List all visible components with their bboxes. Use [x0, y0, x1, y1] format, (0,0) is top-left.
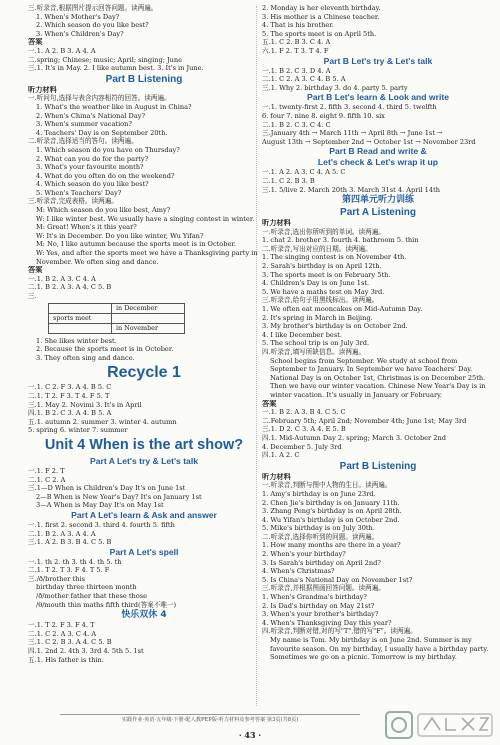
text-line: 二.spring; Chinese; music; April; singing; June [28, 55, 183, 64]
text-line: 二.听录音,选择你听到的问题。读两遍。 [262, 532, 379, 541]
text-line: 4. What do you often do on the weekend? [36, 171, 175, 180]
text-line: 6. four 7. nine 8. eight 9. fifth 10. six [262, 111, 385, 120]
text-line: 3. My brother's birthday is on October 2nd. [262, 322, 408, 331]
text-line: 四.1. A 2. C [262, 451, 300, 460]
text-line: 一.听录音,选出你所听到的单词。读两遍。 [262, 227, 385, 236]
table-cell [49, 303, 112, 313]
text-line: Part A Let's try & Let's talk [89, 455, 199, 466]
text-line: 二.听录音,写出对应的日期。读两遍。 [262, 244, 372, 253]
text-line: 3. When's your brother's birthday? [262, 610, 379, 619]
text-line: 2. It's spring in March in Beijing. [262, 313, 373, 322]
text-line: 5. spring 6. winter 7. summer [28, 426, 128, 435]
text-line: Part B Let's learn & Look and write [307, 92, 449, 103]
text-line: 一.1. A 2. A 3. C 4. A 5. C [262, 168, 346, 177]
text-line: 5. Mike's birthday is on July 30th. [262, 524, 375, 533]
text-line: 六.1. F 2. T 3. T 4. F [262, 46, 329, 55]
text-line: 快乐双休 4 [121, 610, 167, 621]
left-block-2 [28, 337, 260, 363]
text-line: 四.1. Mid-Autumn Day 2. spring; March 3. October 2nd [262, 433, 446, 442]
text-line: School begins from September. We study at school from September to January. In September we have Teachers' Day. National Day is on October 1st, Christmas is on December 25th. Then we have our winter vacation. Chinese New Year's Day is in winter vacation. It's usually in January or February. [270, 356, 486, 399]
text-line: 5. The school trip is on July 3rd. [262, 339, 370, 348]
text-line: Part B Listening [105, 73, 183, 85]
text-line: 一.1. B 2. A 3. C 4. A [28, 274, 96, 283]
text-line: 答案 [28, 266, 43, 275]
text-line: 1. Which season do you have on Thursday? [36, 145, 180, 154]
table-cell [49, 323, 112, 333]
text-line: 二.1. B 2. A 3. A 4. A [28, 529, 96, 538]
text-line: /ð/mother father that these those [36, 592, 148, 601]
text-line: 一.1. th 2. th 3. th 4. th 5. th [28, 557, 122, 566]
text-line: 三.1. It's in May. 2. I like autumn best. 3. It's in June. [28, 64, 204, 73]
text-line: 四.听录音,填写所缺信息。读两遍。 [262, 348, 366, 356]
text-line: /θ/mouth thin maths fifth third(答案不唯一) [36, 600, 177, 609]
text-line: 二.1. C 2. A 3. C 4. A [28, 629, 97, 638]
answer-table [48, 303, 185, 334]
left-column [28, 4, 260, 664]
text-line: Part A Let's spell [109, 546, 179, 557]
text-line: 答案 [262, 399, 277, 408]
text-line: 四.听录音,判断对错,对的写"T",错的写"F"。读两遍。 [262, 627, 417, 636]
text-line: 三./ð/brother this [28, 574, 85, 583]
text-line: 2. Chen Jie's birthday is on January 11th. [262, 498, 400, 507]
text-line: M: No, I like autumn because the sports meet is in October. [36, 240, 236, 249]
text-line: 4. That is his brother. [262, 21, 334, 30]
text-line: 二.February 5th; April 2nd; November 4th; June 1st; May 3rd [262, 416, 467, 425]
table-row [49, 313, 185, 323]
text-line: 2. Which season do you like best? [36, 21, 149, 30]
text-line: 二.1. T 2. T 3. F 4. T 5. F [28, 566, 110, 575]
table-cell: in November [112, 323, 185, 333]
text-line: 五.1. C 2. B 3. C 4. A [262, 38, 331, 47]
text-line: 答案 [28, 38, 43, 47]
text-line: W: I like winter best. We usually have a singing contest in winter. [36, 214, 255, 223]
text-line: M: Which season do you like best, Amy? [36, 206, 171, 215]
unit-title: Unit 4 When is the art show? [44, 436, 244, 453]
left-block-3 [28, 383, 260, 435]
text-line: 4. December 5. July 3rd [262, 442, 342, 451]
text-line: 一.1. T 2. F 3. F 4. T [28, 621, 95, 630]
right-block [262, 4, 494, 662]
text-line: 一.1. C 2. F 3. A 4. B 5. C [28, 383, 112, 392]
text-line: 三.听录音,并根据图画回答问题。读两遍。 [262, 584, 385, 593]
text-line: 三.January 4th → March 11th → April 8th → June 1st → [262, 129, 443, 138]
text-line: 三.听录音,完成表格。读两遍。 [28, 197, 118, 206]
text-line: 2. When's your birthday? [262, 550, 346, 559]
text-line: 四.1. 2nd 2. 4th 3. 3rd 4. 5th 5. 1st [28, 647, 144, 656]
text-line: 三. [28, 292, 37, 300]
text-line: My name is Tom. My birthday is on June 2nd. Summer is my favourite season. On my birthday, I usually have a birthday party. Sometimes we go on a picnic. Tomorrow is my birthday. [270, 636, 489, 662]
text-line: 2. Sarah's birthday is on April 12th. [262, 262, 382, 271]
text-line: 二.1. C 2. A [28, 475, 66, 484]
text-line: 一.1. F 2. T [28, 466, 65, 475]
text-line: 4. When's Christmas? [262, 567, 335, 576]
text-line: 4. Which season do you like best? [36, 180, 149, 189]
text-line: 1. The singing contest is on November 4th. [262, 253, 407, 262]
text-line: Part B Read and write & [329, 146, 427, 157]
text-line: 三.1. D 2. C 3. A 4. E 5. B [262, 425, 346, 434]
text-line: 2. Because the sports meet is in October. [36, 345, 174, 354]
text-line: 5. Is China's National Day on November 1st? [262, 575, 413, 584]
text-line: M: Great! When's it this year? [36, 223, 137, 232]
text-line: 3. The sports meet is on February 5th. [262, 270, 391, 279]
text-line: 三.1—D When is Children's Day It's on June 1st [28, 484, 186, 493]
text-line: 二.1. B 2. C 3. C 4. C [262, 120, 331, 129]
text-line: Let's check & Let's wrap it up [317, 157, 439, 168]
text-line: Part B Let's try & Let's talk [323, 55, 433, 66]
text-line: 2. When's China's National Day? [36, 111, 146, 120]
text-line: W: Yes, and after the sports meet we have a Thanksgiving party in November. We often sing and dance. [36, 249, 258, 266]
text-line: 5. The sports meet is on April 5th. [262, 29, 377, 38]
text-line: 1. chat 2. brother 3. fourth 4. bathroom 5. thin [262, 236, 419, 245]
table-cell [112, 313, 185, 323]
text-line: 三.1. May 2. Novimi 3. It's in April [28, 400, 142, 409]
table-row [49, 323, 185, 333]
text-line: Part A Listening [340, 207, 416, 219]
text-line: 1. She likes winter best. [36, 336, 117, 345]
watermark-logo-icon [384, 706, 496, 742]
text-line: 3. What's your favourite month? [36, 163, 144, 172]
text-line: 2. What can you do for the party? [36, 154, 149, 163]
left-block-1 [28, 4, 260, 301]
text-line: Part A Let's learn & Ask and answer [71, 509, 217, 520]
text-line: 4. Children's Day is on June 1st. [262, 279, 370, 288]
text-line: 二.1. B 2. A 3. A 4. C 5. B [28, 283, 112, 292]
text-line: 二.1. C 2. A 3. C 4. B 5. A [262, 75, 346, 84]
text-line: 3. When's summer vacation? [36, 120, 132, 129]
text-line: 三.1. C 2. B 3. A 4. C 5. B [28, 638, 112, 647]
recycle-title: Recycle 1 [107, 364, 181, 382]
text-line: 4. I like December best. [262, 330, 342, 339]
table-cell: sports meet [49, 313, 112, 323]
text-line: 5. We have a maths test on May 3rd. [262, 287, 385, 296]
text-line: 1. When's Mother's Day? [36, 12, 120, 21]
page-number: · 43 · [238, 730, 262, 740]
text-line: 4. When's Thanksgiving Day this year? [262, 618, 392, 627]
text-line: 三.听录音,给句子用黑线标出。读两遍。 [262, 296, 379, 305]
table-row [49, 303, 185, 313]
text-line: 三.1. 5/live 2. March 20th 3. March 31st 4. April 14th [262, 185, 440, 194]
text-line: 三.1. Why 2. birthday 3. do 4. party 5. party [262, 83, 408, 92]
text-line: 3. When's Children's Day? [36, 29, 124, 38]
text-line: 3. Zhang Peng's birthday is on April 28th. [262, 507, 402, 516]
text-line: 一.1. twenty-first 2. fifth 3. second 4. third 5. twelfth [262, 103, 437, 112]
text-line: 一.1. first 2. second 3. third 4. fourth 5. fifth [28, 520, 175, 529]
text-line: 2. Monday is her eleventh birthday. [262, 4, 381, 12]
text-line: 3. His mother is a Chinese teacher. [262, 12, 380, 21]
text-line: 1. Amy's birthday is on June 23rd. [262, 489, 376, 498]
text-line: 第四单元听力训练 [341, 195, 414, 206]
text-line: 1. What's the weather like in August in China? [36, 102, 192, 111]
text-line: W: It's in December. Do you like winter, Wu Yifan? [36, 231, 204, 240]
text-line: 听力材料 [262, 472, 291, 481]
text-line: 一.1. B 2. C 3. D 4. A [262, 66, 331, 75]
text-line: 五.1. His father is thin. [28, 655, 104, 664]
text-line: 1. We often eat mooncakes on Mid-Autumn Day. [262, 305, 423, 314]
text-line: 1. When's Grandma's birthday? [262, 593, 367, 602]
text-line: 听力材料 [28, 85, 57, 94]
text-line: 5. When's Teachers' Day? [36, 188, 122, 197]
text-line: 三.听录音,根据图片提示回答问题。读两遍。 [28, 4, 158, 12]
text-line: 1. How many months are there in a year? [262, 541, 401, 550]
text-line: 3. Is Sarah's birthday on April 2nd? [262, 558, 381, 567]
footer-caption: 实践作业·英语·五年级·下册·配人教PEP版·听力材料及参考答案 第3页(共8页) [60, 714, 360, 723]
text-line: 听力材料 [262, 219, 291, 228]
text-line: August 13th → September 2nd → October 1st → November 23rd [262, 137, 476, 146]
left-block-4 [28, 456, 260, 664]
text-line: 一.1. B 2. A 3. B 4. C 5. C [262, 408, 346, 417]
text-line: 二.1. T 2. F 3. T 4. F 5. T [28, 391, 110, 400]
table-cell: in December [112, 303, 185, 313]
text-line: 二.听录音,选择适当的答句。读两遍。 [28, 137, 138, 146]
text-line: 2—B When is New Year's Day? It's on January 1st [36, 492, 202, 501]
text-line: 3. They often sing and dance. [36, 353, 135, 362]
text-line: 一.1. A 2. B 3. A 4. A [28, 46, 96, 55]
text-line: 五.1. autumn 2. summer 3. winter 4. autumn [28, 417, 177, 426]
text-line: 三.1. A 2. B 3. B 4. C 5. B [28, 538, 112, 547]
text-line: Part B Listening [339, 460, 417, 472]
text-line: 四.1. B 2. C 3. A 4. B 5. A [28, 409, 112, 418]
text-line: 4. Wu Yifan's birthday is on October 2nd. [262, 515, 400, 524]
text-line: 2. Is Dad's birthday on May 21st? [262, 601, 375, 610]
text-line: 二.1. C 2. B 3. B [262, 176, 315, 185]
text-line: 3—A When is May Day It's on May 1st [36, 501, 164, 510]
text-line: 一.听录音,判断与图中人物的生日。读两遍。 [262, 481, 392, 490]
right-column [262, 4, 494, 662]
text-line: birthday three thirteen month [36, 583, 137, 592]
text-line: 一.听问句,选择与表含内容相符的回答。读两遍。 [28, 94, 171, 103]
text-line: 4. Teachers' Day is on September 20th. [36, 128, 168, 137]
